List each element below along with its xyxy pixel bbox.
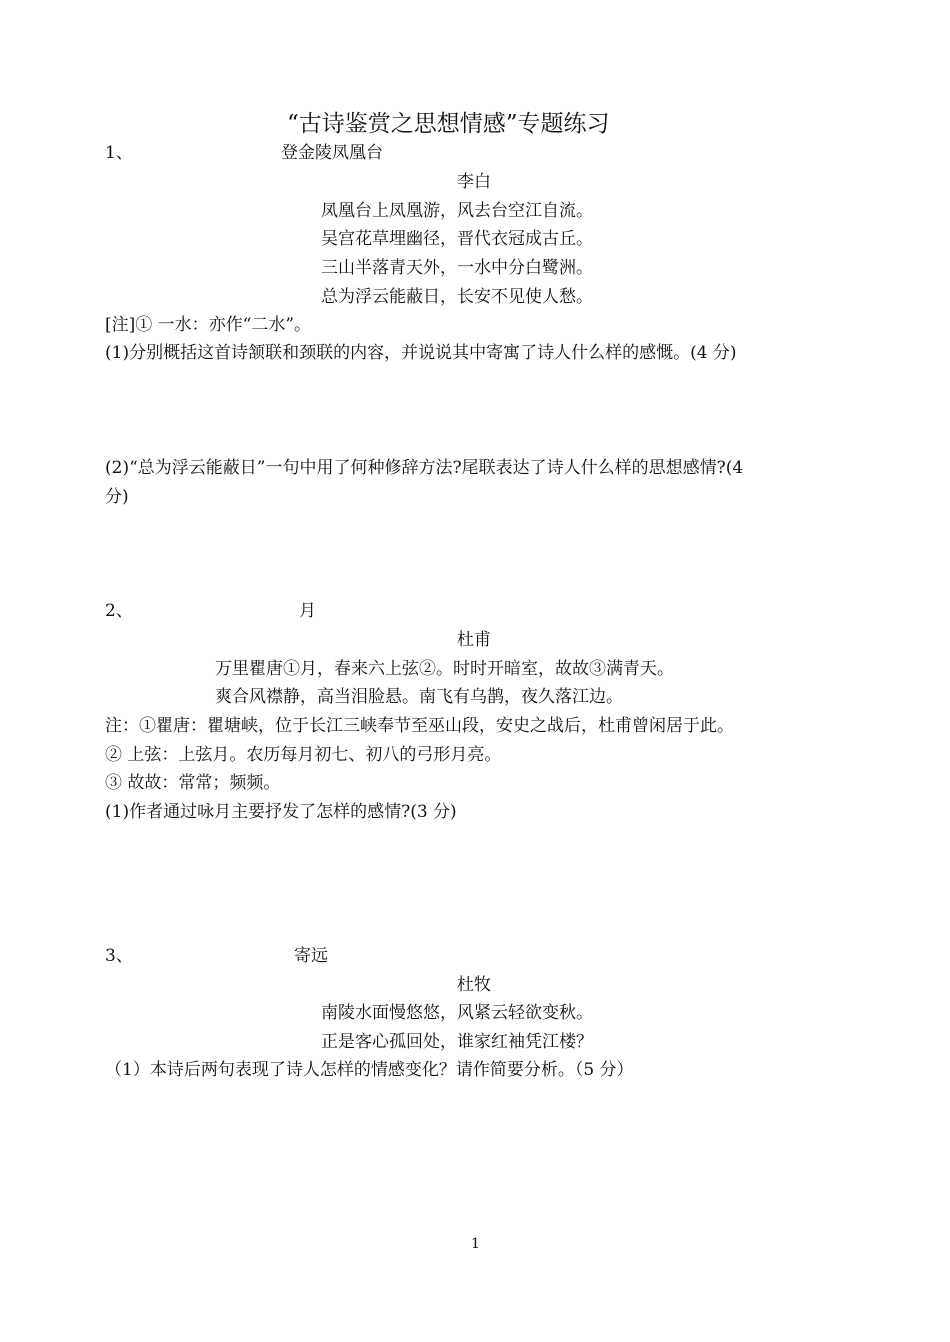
q2-question: (1)作者通过咏月主要抒发了怎样的感情?(3 分) — [105, 802, 457, 822]
q1-poem-line: 吴宫花草埋幽径，晋代衣冠成古丘。 — [321, 229, 593, 249]
q3-poem-line: 南陵水面慢悠悠，风紧云轻欲变秋。 — [321, 1003, 593, 1023]
q3-poem-line: 正是客心孤回处，谁家红袖凭江楼？ — [321, 1032, 593, 1052]
q3-question: （1）本诗后两句表现了诗人怎样的情感变化？请作简要分析。（5 分） — [105, 1060, 634, 1080]
q2-number: 2、 — [105, 601, 133, 621]
q2-author: 杜甫 — [457, 630, 491, 650]
q1-question-2: (2)“总为浮云能蔽日”一句中用了何种修辞方法?尾联表达了诗人什么样的思想感情?(4 — [105, 458, 744, 478]
q2-note: ② 上弦：上弦月。农历每月初七、初八的弓形月亮。 — [105, 745, 502, 765]
q3-poem-title: 寄远 — [294, 946, 328, 966]
q2-note: ③ 故故：常常；频频。 — [105, 773, 281, 793]
q1-poem-line: 凤凰台上凤凰游，风去台空江自流。 — [321, 201, 593, 221]
page-number: 1 — [471, 1236, 480, 1252]
q1-poem-title: 登金陵凤凰台 — [281, 143, 383, 163]
q2-poem-title: 月 — [299, 601, 316, 621]
q3-author: 杜牧 — [457, 975, 491, 995]
q1-note: [注]① 一水：亦作“二水”。 — [105, 315, 312, 335]
q2-poem-line: 爽合风襟静，高当泪脸悬。南飞有乌鹊，夜久落江边。 — [215, 687, 623, 707]
q3-number: 3、 — [105, 946, 133, 966]
q1-author: 李白 — [457, 172, 491, 192]
q1-question-2-cont: 分) — [105, 487, 129, 507]
q1-poem-line: 总为浮云能蔽日，长安不见使人愁。 — [321, 287, 593, 307]
q1-poem-line: 三山半落青天外，一水中分白鹭洲。 — [321, 258, 593, 278]
q1-number: 1、 — [105, 143, 133, 163]
page-title: “古诗鉴赏之思想情感”专题练习 — [287, 111, 610, 137]
q2-note: 注：①瞿唐：瞿塘峡，位于长江三峡奉节至巫山段，安史之战后，杜甫曾闲居于此。 — [105, 716, 734, 736]
q2-poem-line: 万里瞿唐①月，春来六上弦②。时时开暗室，故故③满青天。 — [215, 659, 674, 679]
q1-question-1: (1)分别概括这首诗颔联和颈联的内容，并说说其中寄寓了诗人什么样的感慨。(4 分) — [105, 343, 737, 363]
